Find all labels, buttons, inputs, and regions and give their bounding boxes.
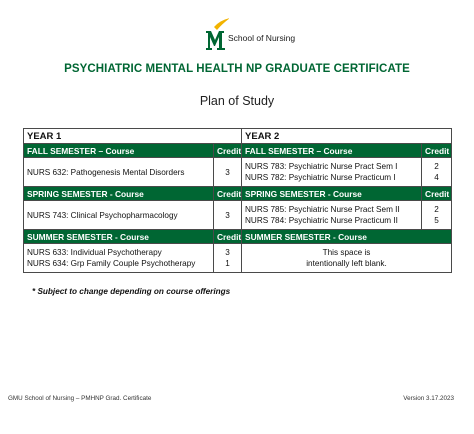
spring-y1-course (24, 201, 214, 230)
year2-header: YEAR 2 (242, 129, 452, 144)
spring-course-row (24, 201, 452, 230)
fall-y1-label: FALL SEMESTER – Course (24, 144, 214, 158)
fall-y2-courses (242, 158, 422, 187)
summer-course-row (24, 244, 452, 273)
spring-semester-header-row (24, 187, 452, 201)
course-name: NURS 783: Psychiatric Nurse Pract Sem I (245, 162, 398, 171)
page-subtitle: Plan of Study (199, 94, 275, 108)
footnote: * Subject to change depending on course offerings (32, 287, 231, 296)
course-name: NURS 785: Psychiatric Nurse Pract Sem II (245, 205, 400, 214)
spring-y2-credit-header: Credit (422, 187, 452, 201)
plan-of-study-table (23, 128, 452, 273)
credit-value: 2 (434, 205, 439, 214)
fall-y2-credits (422, 158, 452, 187)
fall-y2-credit-header: Credit (422, 144, 452, 158)
course-name: NURS 634: Grp Family Couple Psychotherapy (27, 259, 196, 268)
credit-value: 3 (225, 248, 230, 257)
spring-y2-credits (422, 201, 452, 230)
credit-value: 3 (225, 167, 230, 177)
credit-value: 1 (225, 259, 230, 268)
year1-header: YEAR 1 (24, 129, 242, 144)
fall-semester-header-row (24, 144, 452, 158)
credit-value: 5 (434, 216, 439, 225)
course-name: NURS 784: Psychiatric Nurse Practicum II (245, 216, 398, 225)
summer-y1-courses (24, 244, 214, 273)
spring-y1-credit (214, 201, 242, 230)
fall-y1-credit (214, 158, 242, 187)
blank-note-line: This space is (322, 248, 371, 257)
fall-y1-course (24, 158, 214, 187)
credit-value: 2 (434, 162, 439, 171)
credit-value: 3 (225, 210, 230, 220)
logo-text: School of Nursing (228, 33, 296, 43)
course-name: NURS 743: Clinical Psychopharmacology (27, 210, 178, 220)
course-name: NURS 633: Individual Psychotherapy (27, 248, 162, 257)
summer-y2-label: SUMMER SEMESTER - Course (242, 230, 452, 244)
page-title: PSYCHIATRIC MENTAL HEALTH NP GRADUATE CERTIFICATE (64, 63, 410, 75)
summer-y2-blank-cell (242, 244, 452, 273)
summer-y1-label: SUMMER SEMESTER - Course (24, 230, 214, 244)
fall-y1-credit-header: Credit (214, 144, 242, 158)
gmu-m-logo-icon (205, 18, 229, 50)
footer-left: GMU School of Nursing – PMHNP Grad. Certificate (8, 395, 152, 402)
course-name: NURS 782: Psychiatric Nurse Practicum I (245, 173, 396, 182)
year-header-row (24, 129, 452, 144)
spring-y1-label: SPRING SEMESTER - Course (24, 187, 214, 201)
blank-note-line: intentionally left blank. (306, 259, 387, 268)
footer-version: Version 3.17.2023 (403, 395, 454, 402)
summer-y1-credit-header: Credit (214, 230, 242, 244)
summer-y1-credits (214, 244, 242, 273)
spring-y2-courses (242, 201, 422, 230)
course-name: NURS 632: Pathogenesis Mental Disorders (27, 167, 185, 177)
summer-semester-header-row (24, 230, 452, 244)
fall-y2-label: FALL SEMESTER – Course (242, 144, 422, 158)
credit-value: 4 (434, 173, 439, 182)
gmu-logo (205, 18, 305, 52)
spring-y1-credit-header: Credit (214, 187, 242, 201)
fall-course-row (24, 158, 452, 187)
spring-y2-label: SPRING SEMESTER - Course (242, 187, 422, 201)
